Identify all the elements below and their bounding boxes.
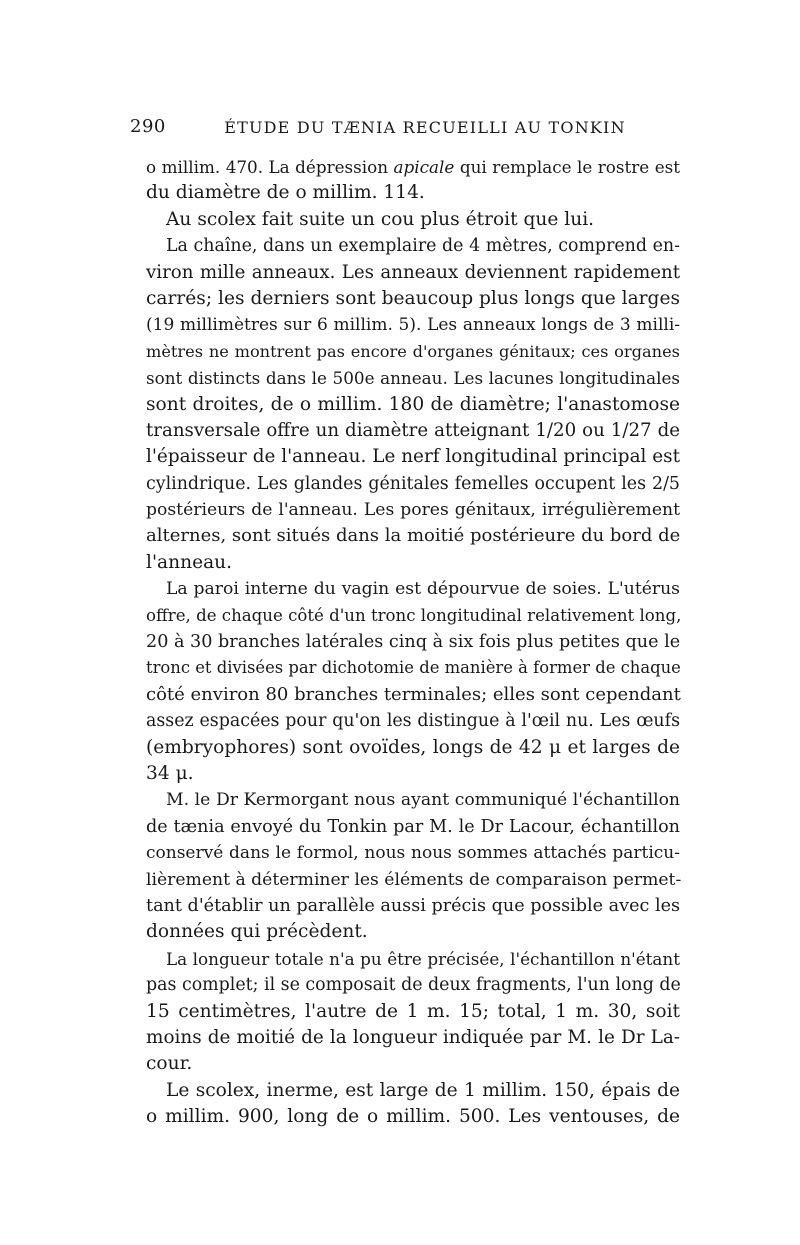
italic-word: apicale xyxy=(393,157,455,177)
text-line: (embryophores) sont ovoïdes, longs de 42 μ et larges de xyxy=(146,736,680,758)
text-line: 34 μ. xyxy=(146,762,194,784)
text-line: tant d'établir un parallèle aussi précis que possible avec les xyxy=(146,895,681,916)
text-line: l'anneau. xyxy=(146,551,233,573)
text-line: carrés; les derniers sont beaucoup plus longs que larges xyxy=(146,287,680,309)
page-number: 290 xyxy=(130,116,166,137)
text-line: 15 centimètres, l'autre de 1 m. 15; total, 1 m. 30, soit xyxy=(146,1000,680,1022)
text-line: La chaîne, dans un exemplaire de 4 mètres, comprend en- xyxy=(166,236,680,257)
body-text xyxy=(146,154,680,1130)
text-line: lièrement à déterminer les éléments de comparaison permet- xyxy=(146,869,682,890)
text-line: transversale offre un diamètre atteignant 1/20 ou 1/27 de xyxy=(146,419,680,441)
text-line: conservé dans le formol, nous nous sommes attachés particu- xyxy=(146,843,680,864)
text-line: La paroi interne du vagin est dépourvue de soies. L'utérus xyxy=(166,579,680,600)
text-line: alternes, sont situés dans la moitié postérieure du bord de xyxy=(146,525,681,547)
text-line: assez espacées pour qu'on les distingue à l'œil nu. Les œufs xyxy=(146,711,680,732)
text-line: Au scolex fait suite un cou plus étroit que lui. xyxy=(166,208,595,230)
running-head xyxy=(130,116,680,140)
text-line: sont distincts dans le 500e anneau. Les lacunes longitudinales xyxy=(146,368,680,389)
text-line: o millim. 900, long de o millim. 500. Les ventouses, de xyxy=(146,1106,680,1128)
text-line: de tænia envoyé du Tonkin par M. le Dr Lacour, échantillon xyxy=(146,816,680,837)
text-line: offre, de chaque côté d'un tronc longitudinal relativement long, xyxy=(146,605,682,625)
text-line: cylindrique. Les glandes génitales femelles occupent les 2/5 xyxy=(146,473,680,494)
text-line: moins de moitié de la longueur indiquée par M. le Dr La- xyxy=(146,1026,680,1048)
text-line: pas complet; il se composait de deux fragments, l'un long de xyxy=(146,975,681,996)
text-line: viron mille anneaux. Les anneaux deviennent rapidement xyxy=(146,261,680,283)
text-line: La longueur totale n'a pu être précisée, l'échantillon n'étant xyxy=(166,948,680,969)
text-line: l'épaisseur de l'anneau. Le nerf longitudinal principal est xyxy=(146,446,680,468)
running-title: ÉTUDE DU TÆNIA RECUEILLI AU TONKIN xyxy=(224,118,626,137)
text-line: côté environ 80 branches terminales; elles sont cependant xyxy=(146,683,681,705)
text-line: du diamètre de o millim. 114. xyxy=(146,182,425,204)
text-line: M. le Dr Kermorgant nous ayant communiqué l'échantillon xyxy=(166,790,680,811)
text-line: 20 à 30 branches latérales cinq à six fois plus petites que le xyxy=(146,632,681,653)
text-line: sont droites, de o millim. 180 de diamètre; l'anastomose xyxy=(146,393,680,415)
text-line: tronc et divisées par dichotomie de manière à former de chaque xyxy=(146,658,681,678)
text-line: données qui précèdent. xyxy=(146,921,368,943)
text-line: o millim. 470. La dépression apicale qui remplace le rostre est xyxy=(146,157,680,177)
text-line: cour. xyxy=(146,1053,193,1075)
text-line: mètres ne montrent pas encore d'organes génitaux; ces organes xyxy=(146,341,680,361)
text-line: postérieurs de l'anneau. Les pores génitaux, irrégulièrement xyxy=(146,500,680,521)
text-line: Le scolex, inerme, est large de 1 millim. 150, épais de xyxy=(166,1079,680,1101)
text-line: (19 millimètres sur 6 millim. 5). Les anneaux longs de 3 milli- xyxy=(146,315,680,336)
